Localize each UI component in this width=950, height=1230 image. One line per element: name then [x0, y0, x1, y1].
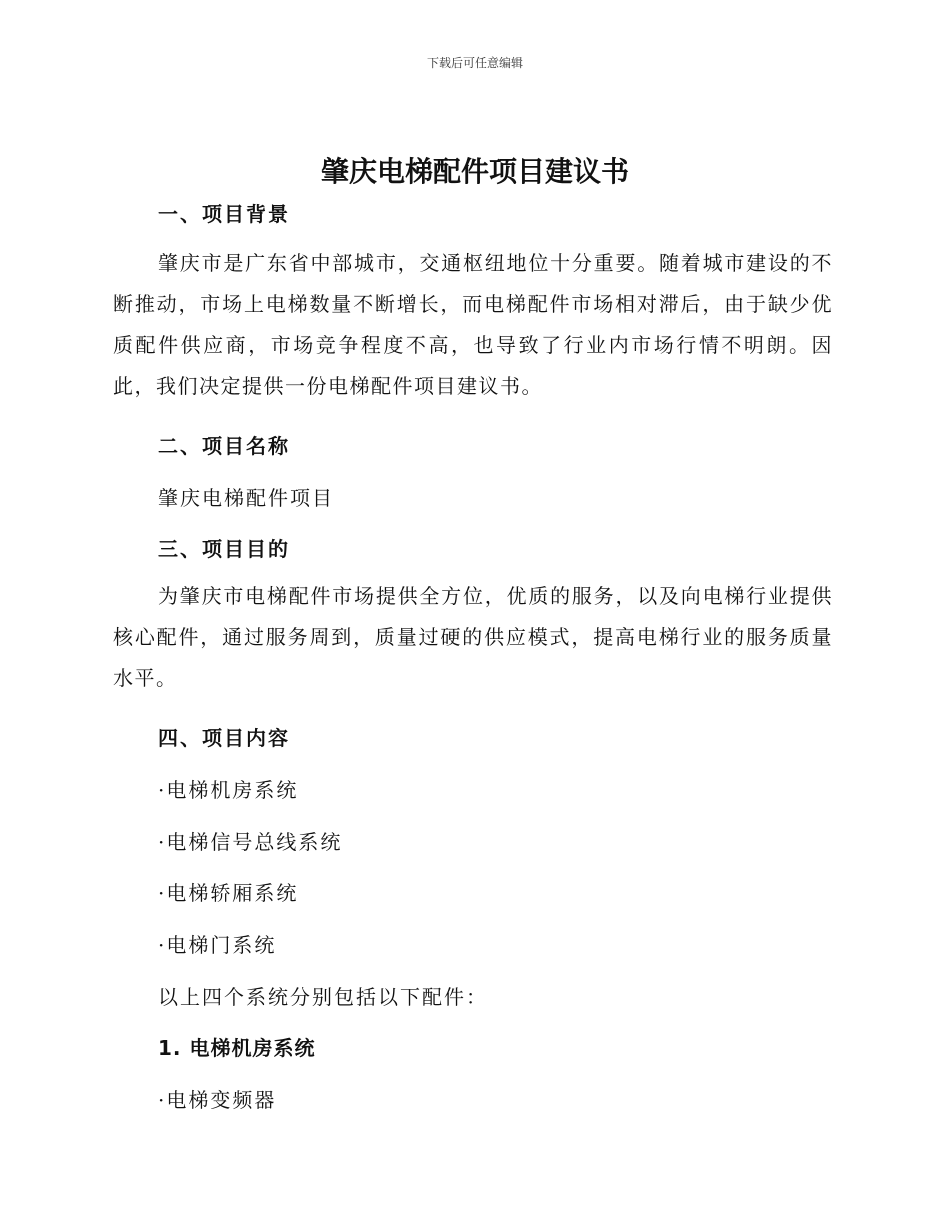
content-summary-text: 以上四个系统分别包括以下配件：: [158, 985, 488, 1009]
project-name-text: 肇庆电梯配件项目: [158, 486, 334, 510]
list-item: ·电梯轿厢系统: [158, 881, 299, 905]
section-paragraph-background: 肇庆市是广东省中部城市，交通枢纽地位十分重要。随着城市建设的不断推动，市场上电梯数量不断增长，而电梯配件市场相对滞后，由于缺少优质配件供应商，市场竞争程度不高，也导致了行业内市场行情不明朗。因此，我们决定提供一份电梯配件项目建议书。: [113, 251, 833, 398]
subsection-heading: 1. 电梯机房系统: [158, 1036, 316, 1060]
list-item: ·电梯门系统: [158, 933, 277, 957]
list-item: ·电梯信号总线系统: [158, 830, 343, 854]
page-header-note: 下载后可任意编辑: [426, 56, 523, 70]
document-title: 肇庆电梯配件项目建议书: [320, 155, 629, 188]
section-heading-content: 四、项目内容: [158, 726, 290, 750]
section-paragraph-purpose: 为肇庆市电梯配件市场提供全方位，优质的服务，以及向电梯行业提供核心配件，通过服务周到，质量过硬的供应模式，提高电梯行业的服务质量水平。: [113, 584, 833, 690]
section-heading-purpose: 三、项目目的: [158, 537, 290, 561]
section-heading-background: 一、项目背景: [158, 202, 290, 226]
list-item: ·电梯机房系统: [158, 778, 299, 802]
section-heading-name: 二、项目名称: [158, 434, 290, 458]
list-item: ·电梯变频器: [158, 1088, 277, 1112]
